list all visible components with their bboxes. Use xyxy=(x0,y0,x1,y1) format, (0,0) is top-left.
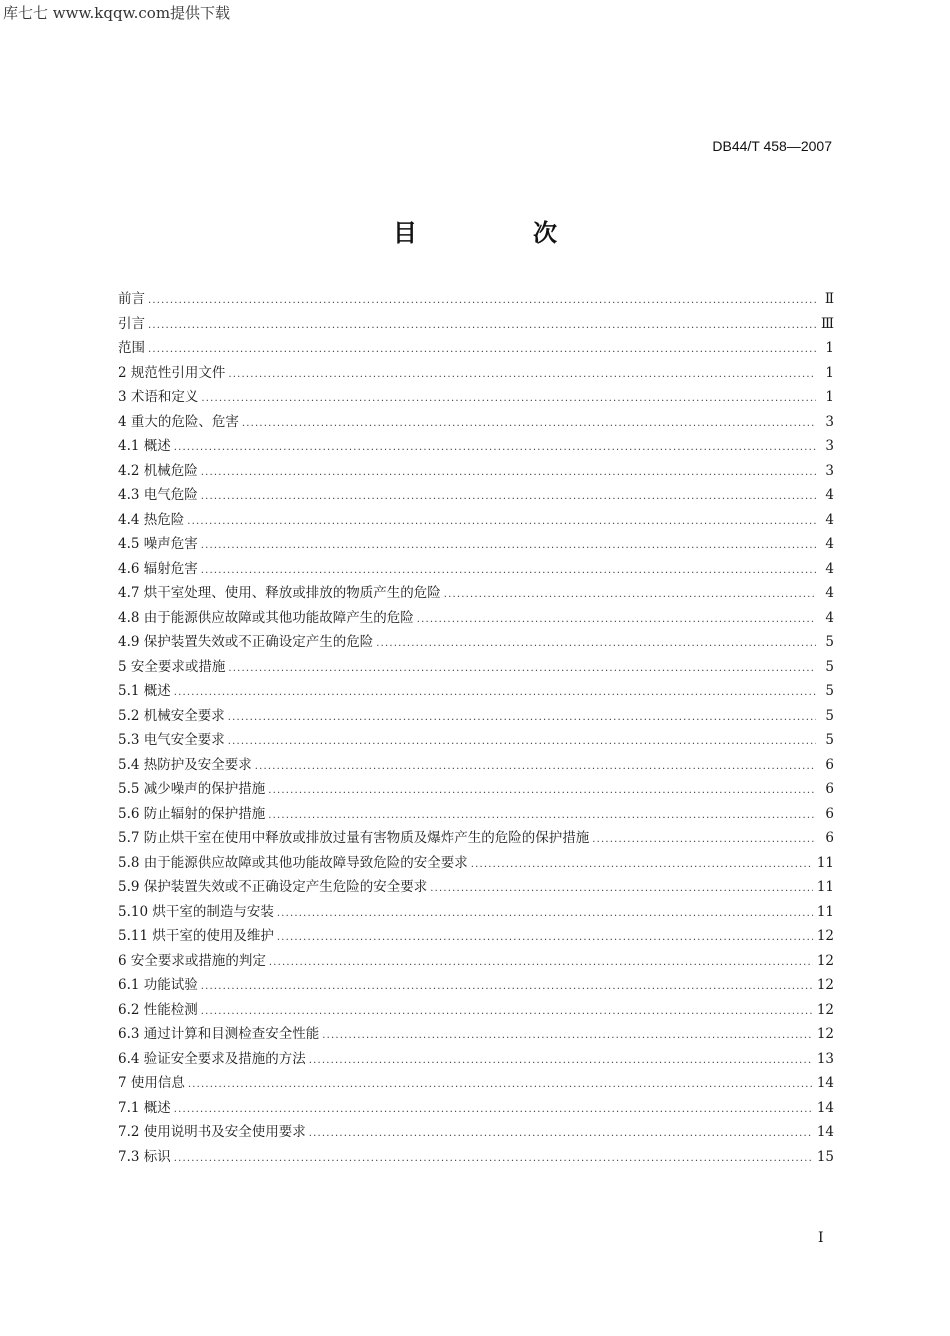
toc-entry-page: 5 xyxy=(825,683,834,699)
toc-entry-page: 13 xyxy=(816,1050,834,1067)
toc-leader-dots xyxy=(228,363,816,388)
toc-entry[interactable] xyxy=(118,949,834,974)
table-of-contents xyxy=(118,287,834,1169)
toc-entry[interactable] xyxy=(118,826,834,851)
toc-entry[interactable] xyxy=(118,728,834,753)
toc-entry[interactable] xyxy=(118,998,834,1023)
toc-entry[interactable] xyxy=(118,1047,834,1072)
watermark-text: 库七七 www.kqqw.com提供下载 xyxy=(3,4,231,22)
toc-entry[interactable] xyxy=(118,606,834,631)
toc-entry-label: 4.4 热危险 xyxy=(118,511,185,528)
toc-entry[interactable] xyxy=(118,802,834,827)
toc-leader-dots xyxy=(148,289,816,314)
toc-entry[interactable] xyxy=(118,385,834,410)
toc-entry[interactable] xyxy=(118,532,834,557)
toc-entry-page: 4 xyxy=(825,487,834,503)
toc-entry[interactable] xyxy=(118,557,834,582)
toc-entry[interactable] xyxy=(118,1071,834,1096)
toc-entry-label: 4.5 噪声危害 xyxy=(118,536,198,552)
toc-entry-label: 5.2 机械安全要求 xyxy=(118,707,225,724)
toc-leader-dots xyxy=(201,975,813,1000)
toc-entry-label: 5.9 保护装置失效或不正确设定产生危险的安全要求 xyxy=(118,879,428,895)
toc-entry-page: 3 xyxy=(825,413,834,430)
toc-leader-dots xyxy=(309,1122,813,1147)
toc-entry-page: 12 xyxy=(816,952,834,969)
toc-entry-page: 14 xyxy=(816,1124,834,1140)
toc-entry[interactable] xyxy=(118,1096,834,1121)
page-number: I xyxy=(818,1230,824,1246)
toc-leader-dots xyxy=(201,534,816,559)
toc-leader-dots xyxy=(187,510,816,535)
toc-entry-page: 1 xyxy=(825,389,834,405)
toc-entry-page: 4 xyxy=(825,585,834,601)
toc-entry[interactable] xyxy=(118,704,834,729)
toc-entry[interactable] xyxy=(118,973,834,998)
toc-entry-label: 前言 xyxy=(118,291,145,307)
toc-leader-dots xyxy=(174,681,816,706)
toc-entry-page: 15 xyxy=(816,1148,834,1165)
toc-leader-dots xyxy=(376,632,816,657)
toc-leader-dots xyxy=(228,730,816,755)
toc-entry-label: 4.1 概述 xyxy=(118,438,171,454)
toc-leader-dots xyxy=(228,657,816,682)
toc-leader-dots xyxy=(148,314,816,339)
toc-leader-dots xyxy=(430,877,813,902)
toc-entry-label: 5.1 概述 xyxy=(118,683,171,699)
toc-entry-page: 11 xyxy=(816,854,834,871)
toc-leader-dots xyxy=(255,755,816,780)
toc-entry-label: 4.7 烘干室处理、使用、释放或排放的物质产生的危险 xyxy=(118,585,441,601)
toc-entry-label: 7 使用信息 xyxy=(118,1075,185,1091)
toc-entry[interactable] xyxy=(118,410,834,435)
toc-entry[interactable] xyxy=(118,336,834,361)
toc-entry-label: 4 重大的危险、危害 xyxy=(118,413,239,430)
toc-leader-dots xyxy=(268,804,816,829)
toc-entry[interactable] xyxy=(118,1022,834,1047)
toc-entry[interactable] xyxy=(118,508,834,533)
toc-entry-page: 3 xyxy=(825,462,834,479)
toc-leader-dots xyxy=(269,951,813,976)
toc-entry-label: 7.3 标识 xyxy=(118,1148,171,1165)
toc-entry[interactable] xyxy=(118,900,834,925)
toc-leader-dots xyxy=(309,1049,813,1074)
toc-entry-page: Ⅲ xyxy=(820,315,834,332)
toc-leader-dots xyxy=(228,706,816,731)
toc-entry-label: 5.6 防止辐射的保护措施 xyxy=(118,805,266,822)
toc-entry[interactable] xyxy=(118,312,834,337)
toc-entry[interactable] xyxy=(118,679,834,704)
toc-entry-label: 4.8 由于能源供应故障或其他功能故障产生的危险 xyxy=(118,609,414,626)
toc-entry-label: 6.2 性能检测 xyxy=(118,1001,198,1018)
toc-entry-label: 4.9 保护装置失效或不正确设定产生的危险 xyxy=(118,634,374,650)
toc-leader-dots xyxy=(148,338,816,363)
toc-entry-label: 4.2 机械危险 xyxy=(118,462,198,479)
toc-entry-page: 12 xyxy=(816,977,834,993)
toc-entry-label: 5.3 电气安全要求 xyxy=(118,732,225,748)
toc-entry[interactable] xyxy=(118,1120,834,1145)
toc-entry-label: 6 安全要求或措施的判定 xyxy=(118,952,266,969)
toc-entry-label: 5.8 由于能源供应故障或其他功能故障导致危险的安全要求 xyxy=(118,854,468,871)
toc-leader-dots xyxy=(201,559,816,584)
toc-entry[interactable] xyxy=(118,630,834,655)
toc-leader-dots xyxy=(242,412,816,437)
toc-leader-dots xyxy=(471,853,813,878)
toc-entry-label: 范围 xyxy=(118,340,145,356)
toc-entry-page: 4 xyxy=(825,511,834,528)
toc-entry-page: 6 xyxy=(825,756,834,773)
toc-entry[interactable] xyxy=(118,924,834,949)
toc-entry-label: 5.11 烘干室的使用及维护 xyxy=(118,928,274,944)
toc-entry-label: 6.1 功能试验 xyxy=(118,977,198,993)
toc-entry-page: 11 xyxy=(816,903,834,920)
toc-entry[interactable] xyxy=(118,753,834,778)
toc-leader-dots xyxy=(417,608,816,633)
toc-leader-dots xyxy=(174,1098,813,1123)
toc-entry-label: 7.1 概述 xyxy=(118,1099,171,1116)
toc-entry-label: 5.5 减少噪声的保护措施 xyxy=(118,781,266,797)
toc-entry-page: 4 xyxy=(825,560,834,577)
toc-entry-page: 1 xyxy=(825,364,834,381)
toc-leader-dots xyxy=(174,436,816,461)
toc-entry[interactable] xyxy=(118,777,834,802)
toc-entry[interactable] xyxy=(118,287,834,312)
toc-entry-label: 6.4 验证安全要求及措施的方法 xyxy=(118,1050,306,1067)
toc-entry[interactable] xyxy=(118,459,834,484)
toc-entry-page: 6 xyxy=(825,805,834,822)
toc-entry-label: 5.10 烘干室的制造与安装 xyxy=(118,903,274,920)
toc-leader-dots xyxy=(201,461,816,486)
toc-entry-page: 5 xyxy=(825,658,834,675)
toc-leader-dots xyxy=(268,779,816,804)
toc-entry[interactable] xyxy=(118,434,834,459)
document-code: DB44/T 458—2007 xyxy=(712,138,832,154)
toc-entry-label: 引言 xyxy=(118,315,145,332)
toc-leader-dots xyxy=(201,485,816,510)
toc-entry-page: 12 xyxy=(816,1001,834,1018)
toc-leader-dots xyxy=(188,1073,813,1098)
toc-entry[interactable] xyxy=(118,655,834,680)
toc-entry-label: 6.3 通过计算和目测检查安全性能 xyxy=(118,1026,320,1042)
toc-leader-dots xyxy=(592,828,816,853)
toc-entry-page: 1 xyxy=(825,340,834,356)
toc-leader-dots xyxy=(277,902,813,927)
toc-entry-page: 3 xyxy=(825,438,834,454)
toc-entry-label: 5 安全要求或措施 xyxy=(118,658,226,675)
toc-entry-page: 5 xyxy=(825,732,834,748)
toc-leader-dots xyxy=(322,1024,813,1049)
toc-entry-label: 2 规范性引用文件 xyxy=(118,364,226,381)
toc-entry-page: 6 xyxy=(825,830,834,846)
toc-entry-label: 5.4 热防护及安全要求 xyxy=(118,756,252,773)
toc-entry-page: 4 xyxy=(825,536,834,552)
toc-leader-dots xyxy=(277,926,813,951)
toc-entry-page: 14 xyxy=(816,1099,834,1116)
toc-entry[interactable] xyxy=(118,483,834,508)
toc-entry-page: 5 xyxy=(825,707,834,724)
toc-entry-label: 7.2 使用说明书及安全使用要求 xyxy=(118,1124,306,1140)
toc-entry-label: 4.3 电气危险 xyxy=(118,487,198,503)
toc-entry-label: 3 术语和定义 xyxy=(118,389,199,405)
toc-leader-dots xyxy=(444,583,816,608)
toc-entry[interactable] xyxy=(118,851,834,876)
toc-entry-page: 14 xyxy=(816,1075,834,1091)
toc-entry[interactable] xyxy=(118,875,834,900)
toc-entry-page: 6 xyxy=(825,781,834,797)
toc-leader-dots xyxy=(201,1000,813,1025)
toc-entry-page: Ⅱ xyxy=(824,291,834,307)
toc-entry[interactable] xyxy=(118,361,834,386)
page-title: 目 次 xyxy=(393,219,603,247)
toc-entry-page: 12 xyxy=(816,928,834,944)
toc-entry-page: 12 xyxy=(816,1026,834,1042)
toc-entry[interactable] xyxy=(118,581,834,606)
toc-entry-page: 5 xyxy=(825,634,834,650)
toc-leader-dots xyxy=(174,1147,813,1172)
toc-entry-page: 4 xyxy=(825,609,834,626)
toc-leader-dots xyxy=(201,387,816,412)
toc-entry[interactable] xyxy=(118,1145,834,1170)
toc-entry-label: 4.6 辐射危害 xyxy=(118,560,198,577)
toc-entry-label: 5.7 防止烘干室在使用中释放或排放过量有害物质及爆炸产生的危险的保护措施 xyxy=(118,830,590,846)
toc-entry-page: 11 xyxy=(816,879,834,895)
